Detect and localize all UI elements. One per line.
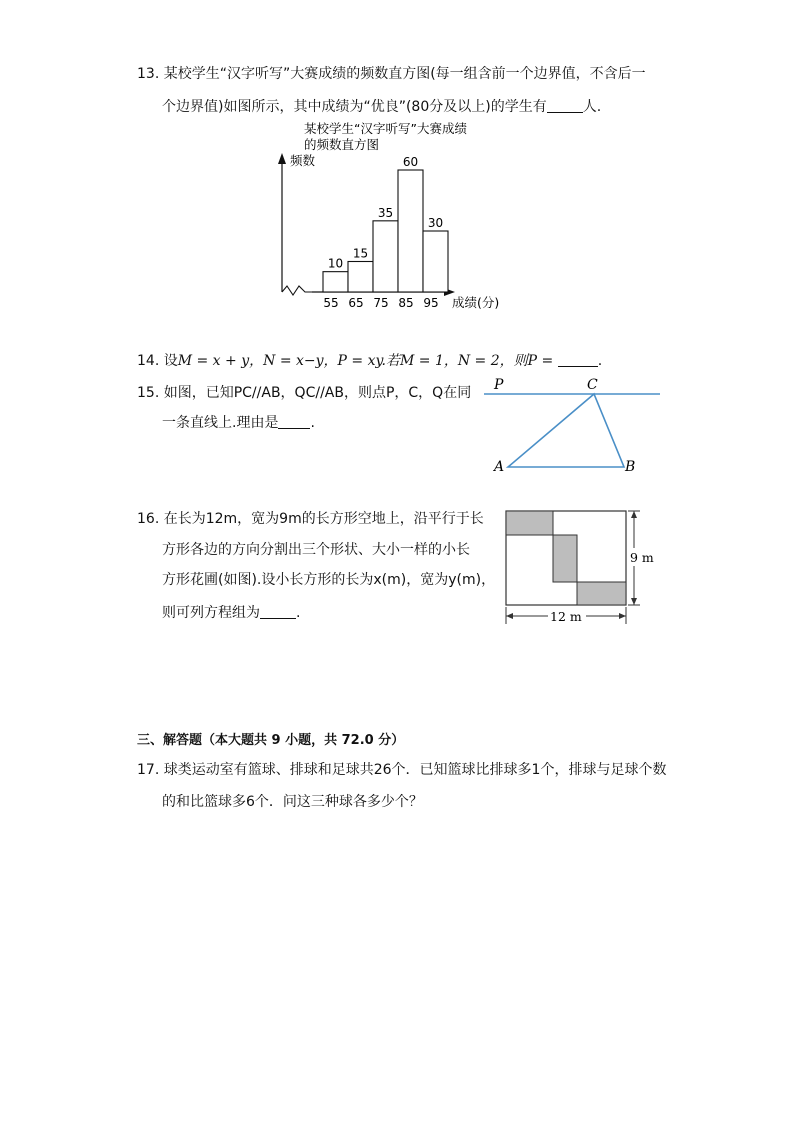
q15-end: . <box>310 415 315 431</box>
q17-text-line1: 球类运动室有篮球、排球和足球共26个．已知篮球比排球多1个，排球与足球个数 <box>163 762 667 778</box>
chart-title-line2: 的频数直方图 <box>304 137 380 152</box>
q16-figure <box>500 506 670 636</box>
section3-heading: 三、解答题（本大题共 9 小题，共 72.0 分） <box>137 733 405 748</box>
q16-answer-blank[interactable] <box>260 604 296 619</box>
axis-break <box>282 286 312 295</box>
q15-text-line2: 一条直线上.理由是 <box>162 415 279 431</box>
q16-number: 16. <box>137 511 160 527</box>
q17-number: 17. <box>137 762 160 778</box>
bar-value-label: 15 <box>352 246 369 261</box>
label-a: A <box>494 459 505 472</box>
chart-xlabel: 成绩(分) <box>452 295 500 310</box>
height-label: 9 m <box>630 550 654 565</box>
histogram-bar-95-105 <box>423 231 448 292</box>
q13-line2 <box>162 97 601 117</box>
width-label: 12 m <box>550 609 582 624</box>
q16-line4 <box>162 603 300 623</box>
y-axis-arrow <box>278 153 286 164</box>
width-arrow-left <box>506 613 513 619</box>
label-p: P <box>494 377 504 393</box>
q16-text-line4: 则可列方程组为 <box>162 605 260 621</box>
q16-line2 <box>162 540 470 560</box>
x-tick-label: 75 <box>373 296 389 310</box>
q15-number: 15. <box>137 385 160 401</box>
q16-end: . <box>296 605 301 621</box>
q16-line3 <box>162 570 495 590</box>
x-tick-label: 95 <box>423 296 439 310</box>
histogram-bar-55-65 <box>323 272 348 292</box>
q13-number: 13. <box>137 66 160 82</box>
height-arrow-top <box>631 511 637 518</box>
bar-value-label: 10 <box>327 256 344 271</box>
q14-prefix: 设 <box>163 353 178 369</box>
q17-line2 <box>162 792 423 812</box>
garden-plot-3 <box>577 582 626 605</box>
q16-line1 <box>137 509 484 529</box>
q16-text-line3: 方形花圃(如图).设小长方形的长为x(m)，宽为y(m)， <box>162 572 496 588</box>
chart-title-line1: 某校学生“汉字听写”大赛成绩 <box>304 121 467 136</box>
histogram-bar-65-75 <box>348 262 373 293</box>
q14-line <box>137 351 602 371</box>
label-b: B <box>625 459 636 472</box>
q15-line2 <box>162 413 315 433</box>
histogram-chart <box>262 120 562 315</box>
q13-text-line2: 个边界值)如图所示，其中成绩为“优良”(80分及以上)的学生有 <box>162 99 547 115</box>
garden-plot-1 <box>506 511 553 535</box>
q13-text-line1: 某校学生“汉字听写”大赛成绩的频数直方图(每一组含前一个边界值，不含后一 <box>163 66 646 82</box>
bar-value-label: 60 <box>402 155 419 169</box>
q13-line1 <box>137 64 646 84</box>
x-tick-label: 55 <box>323 296 339 310</box>
q14-expression: M = x + y，N = x−y，P = xy.若M = 1，N = 2，则P = <box>177 353 554 369</box>
q13-text-line2-end: 人. <box>582 99 602 115</box>
bar-value-label: 35 <box>377 205 394 220</box>
q17-text-line2: 的和比篮球多6个．问这三种球各多少个？ <box>162 794 423 810</box>
x-tick-label: 85 <box>398 296 414 310</box>
q14-end: . <box>597 353 603 369</box>
label-c: C <box>587 377 598 393</box>
q15-line1 <box>137 383 471 403</box>
q15-figure <box>478 372 668 472</box>
q16-text-line1: 在长为12m，宽为9m的长方形空地上，沿平行于长 <box>163 511 484 527</box>
q14-number: 14. <box>137 353 160 369</box>
q16-text-line2: 方形各边的方向分割出三个形状、大小一样的小长 <box>162 542 470 558</box>
q13-answer-blank[interactable] <box>547 98 583 113</box>
triangle-abc <box>508 394 624 467</box>
width-arrow-right <box>619 613 626 619</box>
q15-text-line1: 如图，已知PC//AB，QC//AB，则点P，C，Q在同 <box>163 385 472 401</box>
garden-plot-2 <box>553 535 577 582</box>
x-tick-label: 65 <box>348 296 364 310</box>
q17-line1 <box>137 760 666 780</box>
height-arrow-bottom <box>631 598 637 605</box>
chart-ylabel: 频数 <box>290 153 316 168</box>
histogram-bar-75-85 <box>373 221 398 292</box>
q15-answer-blank[interactable] <box>278 414 310 429</box>
histogram-bar-85-95 <box>398 170 423 292</box>
q14-answer-blank[interactable] <box>558 352 598 367</box>
bar-value-label: 30 <box>427 216 444 230</box>
